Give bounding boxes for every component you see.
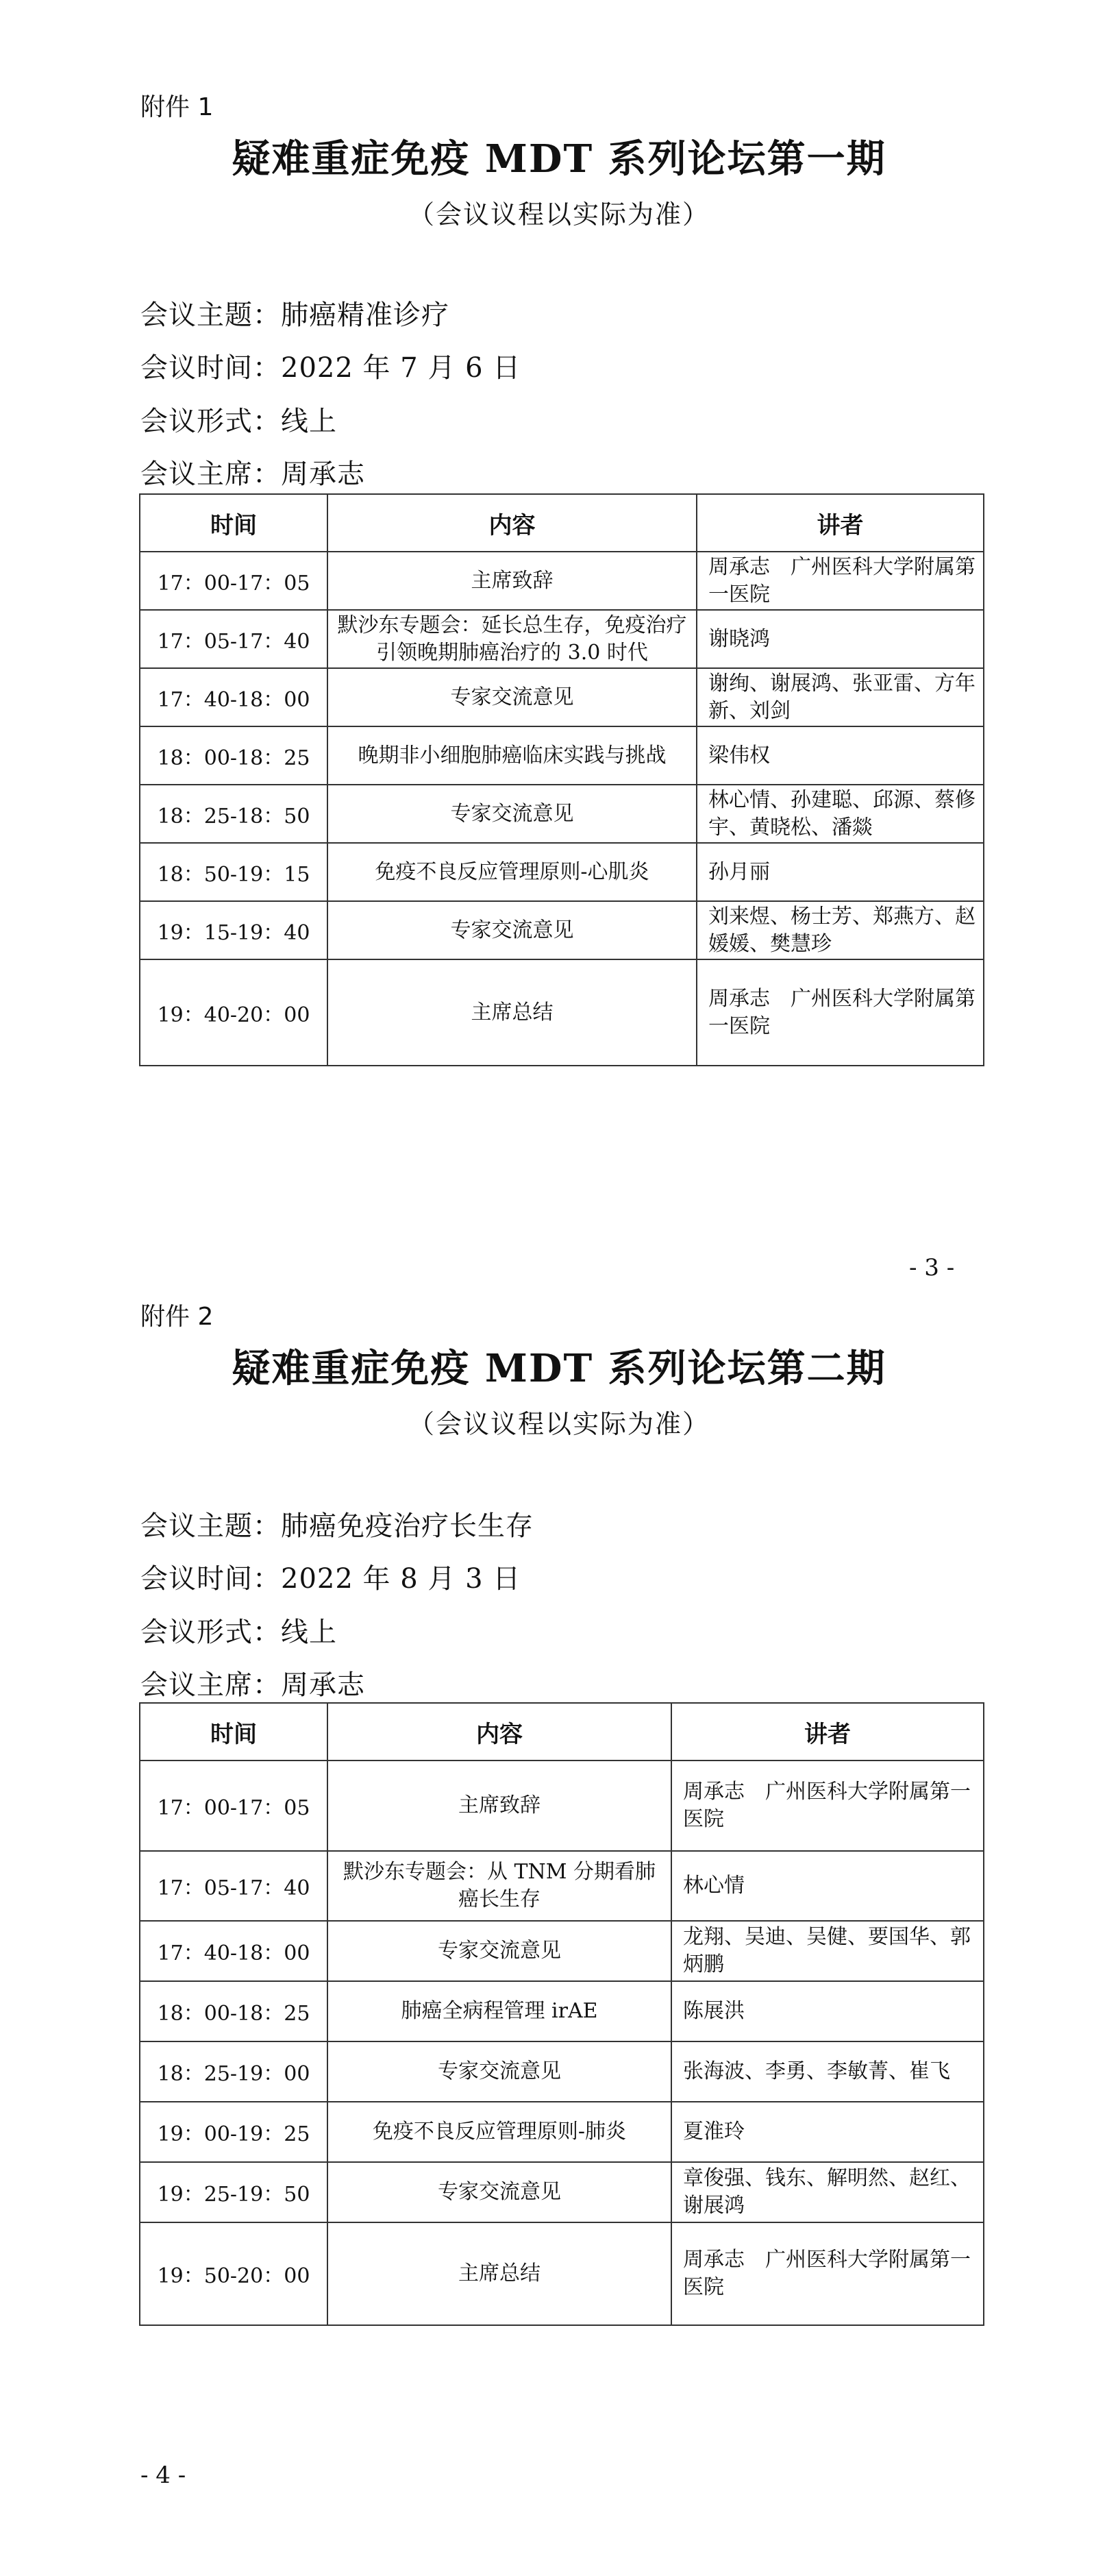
table-row	[140, 668, 984, 726]
row-speaker: 周承志 广州医科大学附属第一医院	[697, 552, 984, 610]
row-speaker: 林心情	[671, 1851, 984, 1921]
header-time: 时间	[140, 1703, 327, 1761]
row-time: 19：40-20：00	[140, 959, 327, 1066]
page-number: - 3 -	[909, 1254, 955, 1281]
row-speaker: 林心情、孙建聪、邱源、蔡修宇、黄晓松、潘燚	[697, 785, 984, 843]
table-row	[140, 843, 984, 901]
row-content: 默沙东专题会：从 TNM 分期看肺癌长生存	[327, 1851, 671, 1921]
table-row	[140, 901, 984, 959]
meeting-topic: 会议主题：肺癌免疫治疗长生存	[140, 1510, 534, 1542]
row-time: 17：05-17：40	[140, 1851, 327, 1921]
table-row	[140, 1761, 984, 1851]
meeting-date: 会议时间：2022 年 7 月 6 日	[140, 352, 521, 384]
table-header-row	[140, 1703, 984, 1761]
row-content: 专家交流意见	[327, 785, 697, 843]
row-speaker: 梁伟权	[697, 726, 984, 785]
row-speaker: 谢绚、谢展鸿、张亚雷、方年新、刘剑	[697, 668, 984, 726]
row-time: 19：25-19：50	[140, 2162, 327, 2222]
row-content: 专家交流意见	[327, 901, 697, 959]
row-content: 免疫不良反应管理原则-心肌炎	[327, 843, 697, 901]
row-content: 肺癌全病程管理 irAE	[327, 1981, 671, 2041]
row-time: 18：00-18：25	[140, 726, 327, 785]
row-time: 17：00-17：05	[140, 1761, 327, 1851]
header-time: 时间	[140, 494, 327, 552]
table-row	[140, 959, 984, 1066]
row-speaker: 周承志 广州医科大学附属第一医院	[671, 1761, 984, 1851]
table-row	[140, 2162, 984, 2222]
row-time: 18：50-19：15	[140, 843, 327, 901]
meeting-chair: 会议主席：周承志	[140, 458, 365, 490]
page-title: 疑难重症免疫 MDT 系列论坛第一期	[232, 136, 886, 182]
row-content: 晚期非小细胞肺癌临床实践与挑战	[327, 726, 697, 785]
row-speaker: 谢晓鸿	[697, 610, 984, 668]
row-content: 主席总结	[327, 2222, 671, 2325]
table-row	[140, 2102, 984, 2162]
header-content: 内容	[327, 1703, 671, 1761]
row-time: 19：00-19：25	[140, 2102, 327, 2162]
row-content: 主席致辞	[327, 1761, 671, 1851]
row-content: 专家交流意见	[327, 1921, 671, 1981]
meeting-format: 会议形式：线上	[140, 1617, 337, 1648]
table-row	[140, 2041, 984, 2102]
agenda-table	[139, 493, 984, 1066]
row-content: 默沙东专题会：延长总生存，免疫治疗引领晚期肺癌治疗的 3.0 时代	[327, 610, 697, 668]
page-subtitle: （会议议程以实际为准）	[408, 199, 710, 230]
attachment-label: 附件 2	[140, 1303, 214, 1331]
table-row	[140, 610, 984, 668]
row-speaker: 龙翔、吴迪、吴健、要国华、郭炳鹏	[671, 1921, 984, 1981]
row-time: 18：00-18：25	[140, 1981, 327, 2041]
page-title: 疑难重症免疫 MDT 系列论坛第二期	[232, 1346, 886, 1391]
table-row	[140, 1851, 984, 1921]
table-row	[140, 785, 984, 843]
row-time: 18：25-19：00	[140, 2041, 327, 2102]
row-time: 17：40-18：00	[140, 1921, 327, 1981]
row-speaker: 张海波、李勇、李敏菁、崔飞	[671, 2041, 984, 2102]
row-content: 专家交流意见	[327, 668, 697, 726]
row-speaker: 章俊强、钱东、解明然、赵红、谢展鸿	[671, 2162, 984, 2222]
agenda-table	[139, 1702, 984, 2326]
page-number: - 4 -	[140, 2462, 186, 2489]
row-content: 专家交流意见	[327, 2162, 671, 2222]
row-time: 18：25-18：50	[140, 785, 327, 843]
table-header-row	[140, 494, 984, 552]
row-time: 17：00-17：05	[140, 552, 327, 610]
row-content: 主席致辞	[327, 552, 697, 610]
row-speaker: 周承志 广州医科大学附属第一医院	[697, 959, 984, 1066]
page-subtitle: （会议议程以实际为准）	[408, 1409, 710, 1439]
meeting-topic: 会议主题：肺癌精准诊疗	[140, 299, 449, 331]
meeting-chair: 会议主席：周承志	[140, 1669, 365, 1701]
table-row	[140, 726, 984, 785]
row-time: 17：40-18：00	[140, 668, 327, 726]
row-speaker: 陈展洪	[671, 1981, 984, 2041]
row-speaker: 周承志 广州医科大学附属第一医院	[671, 2222, 984, 2325]
table-row	[140, 552, 984, 610]
row-speaker: 刘来煜、杨士芳、郑燕方、赵媛媛、樊慧珍	[697, 901, 984, 959]
table-row	[140, 2222, 984, 2325]
row-content: 免疫不良反应管理原则-肺炎	[327, 2102, 671, 2162]
table-row	[140, 1921, 984, 1981]
header-speaker: 讲者	[697, 494, 984, 552]
row-time: 17：05-17：40	[140, 610, 327, 668]
table-row	[140, 1981, 984, 2041]
meeting-format: 会议形式：线上	[140, 406, 337, 437]
row-speaker: 夏淮玲	[671, 2102, 984, 2162]
row-speaker: 孙月丽	[697, 843, 984, 901]
row-content: 专家交流意见	[327, 2041, 671, 2102]
row-content: 主席总结	[327, 959, 697, 1066]
attachment-label: 附件 1	[140, 93, 214, 121]
row-time: 19：15-19：40	[140, 901, 327, 959]
header-content: 内容	[327, 494, 697, 552]
row-time: 19：50-20：00	[140, 2222, 327, 2325]
header-speaker: 讲者	[671, 1703, 984, 1761]
meeting-date: 会议时间：2022 年 8 月 3 日	[140, 1563, 521, 1595]
